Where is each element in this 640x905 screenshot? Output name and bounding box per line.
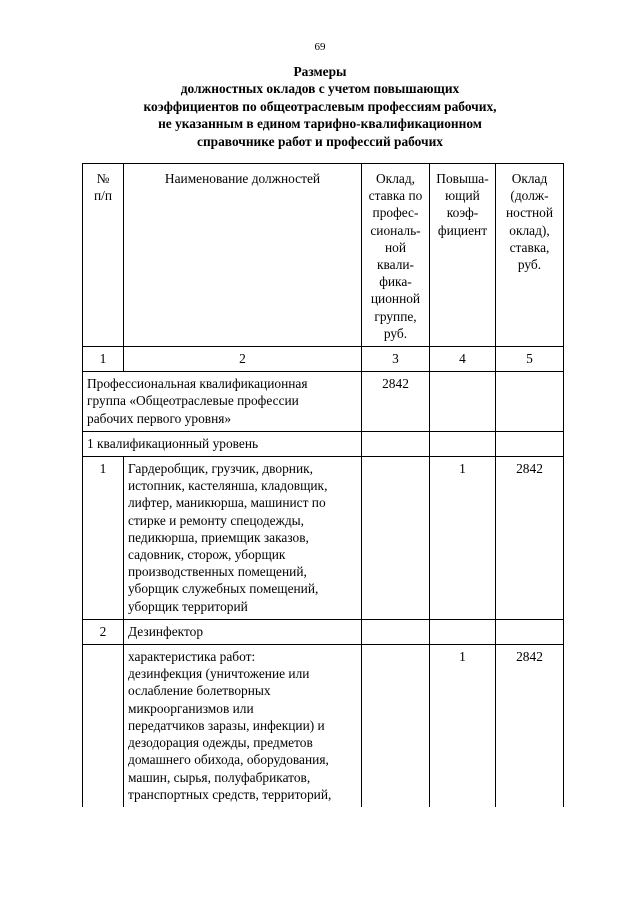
work-description: характеристика работ: дезинфекция (уничтожение или ослабление болетворных микроорганизмов или передатчиков заразы, инфекции) и дезодорация одежды, предметов домашнего обихода, оборудования, машин, сырья, полуфабрикатов, транспортных средств, территорий, (124, 645, 362, 807)
coefficient: 1 (430, 457, 496, 620)
salary-table (82, 163, 564, 807)
column-number: 4 (430, 347, 496, 372)
table-row (83, 645, 564, 807)
table-row (83, 457, 564, 620)
empty-cell (362, 431, 430, 456)
header-number: № п/п (83, 164, 124, 347)
empty-cell (430, 431, 496, 456)
empty-cell (362, 645, 430, 807)
header-final-salary: Оклад (долж- ностной оклад), ставка, руб. (496, 164, 564, 347)
empty-cell (362, 619, 430, 644)
position-list: Гардеробщик, грузчик, дворник, истопник, кастелянша, кладовщик, лифтер, маникюрша, машинист по стирке и ремонту спецодежды, педикюрша, приемщик заказов, садовник, сторож, уборщик производственных помещений, уборщик служебных помещений, уборщик территорий (124, 457, 362, 620)
empty-cell (496, 619, 564, 644)
page-number: 69 (314, 41, 326, 53)
empty-cell (430, 619, 496, 644)
empty-cell (430, 372, 496, 432)
row-number: 2 (83, 619, 124, 644)
empty-cell (362, 457, 430, 620)
row-number: 1 (83, 457, 124, 620)
title-line: Размеры (293, 64, 347, 79)
column-number: 5 (496, 347, 564, 372)
table-row (83, 619, 564, 644)
table-row (83, 431, 564, 456)
group-salary: 2842 (362, 372, 430, 432)
title-line: не указанным в едином тарифно-квалификационном (158, 116, 482, 132)
header-base-salary: Оклад, ставка по профес- сиональ- ной квали- фика- ционной группе, руб. (362, 164, 430, 347)
document-title (0, 63, 640, 150)
empty-cell (496, 431, 564, 456)
title-line: должностных окладов с учетом повышающих (180, 81, 460, 97)
header-position-name: Наименование должностей (124, 164, 362, 347)
header-coefficient: Повыша- ющий коэф- фициент (430, 164, 496, 347)
title-line: справочнике работ и профессий рабочих (197, 133, 443, 149)
column-number: 3 (362, 347, 430, 372)
table-header-row (83, 164, 564, 347)
column-number-row (83, 347, 564, 372)
column-number: 1 (83, 347, 124, 372)
table-row (83, 372, 564, 432)
final-salary: 2842 (496, 645, 564, 807)
position-name: Дезинфектор (124, 619, 362, 644)
final-salary: 2842 (496, 457, 564, 620)
title-line: коэффициентов по общеотраслевым профессиям рабочих, (143, 98, 497, 114)
column-number: 2 (124, 347, 362, 372)
empty-cell (83, 645, 124, 807)
qualification-level: 1 квалификационный уровень (83, 431, 362, 456)
empty-cell (496, 372, 564, 432)
coefficient: 1 (430, 645, 496, 807)
group-name: Профессиональная квалификационная группа «Общеотраслевые профессии рабочих первого уровня» (83, 372, 362, 432)
